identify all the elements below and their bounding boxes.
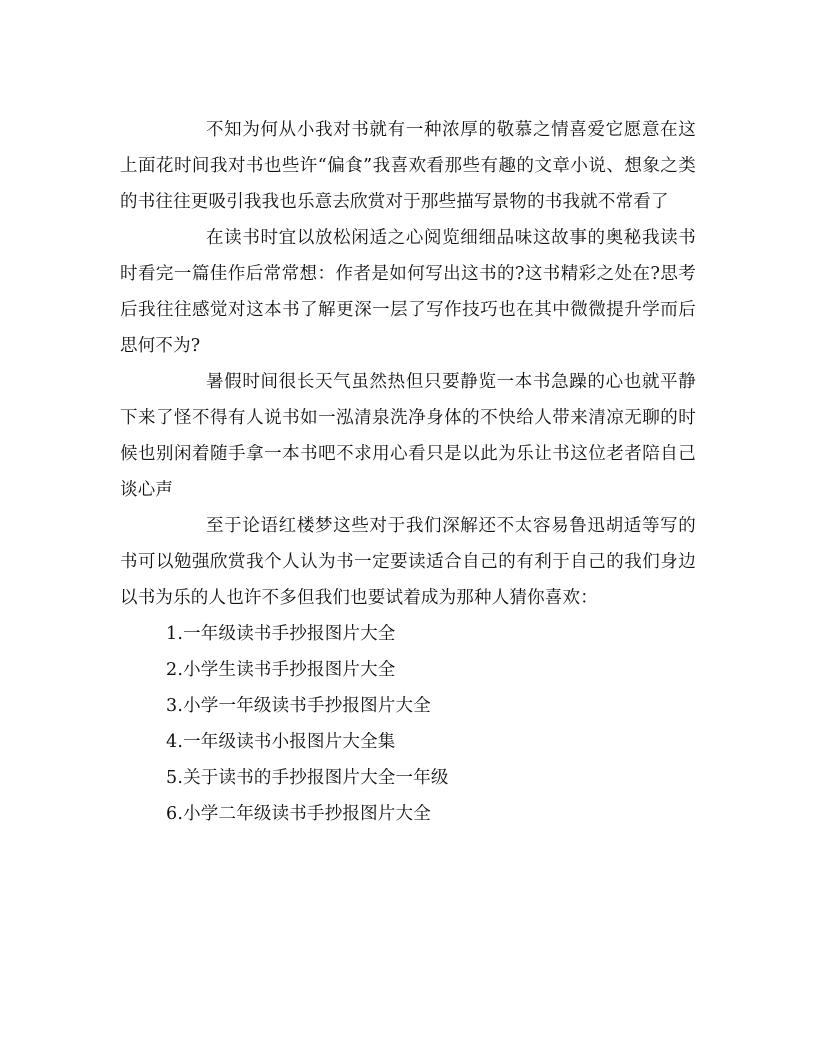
related-item-3: 3.小学一年级读书手抄报图片大全 <box>166 696 431 716</box>
paragraph-2: 在读书时宜以放松闲适之心阅览细细品味这故事的奥秘我读书时看完一篇佳作后常常想：作者是如何写出这书的?这书精彩之处在?思考后我往往感觉对这本书了解更深一层了写作技巧也在其中微微提升学而后思何不为? <box>120 228 696 356</box>
related-list <box>120 616 696 832</box>
related-item-2: 2.小学生读书手抄报图片大全 <box>166 660 396 680</box>
related-item-5: 5.关于读书的手抄报图片大全一年级 <box>166 768 449 788</box>
document-body <box>120 112 696 832</box>
related-item-1: 1.一年级读书手抄报图片大全 <box>166 624 396 644</box>
paragraph-4: 至于论语红楼梦这些对于我们深解还不太容易鲁迅胡适等写的书可以勉强欣赏我个人认为书一定要读适合自己的有利于自己的我们身边以书为乐的人也许不多但我们也要试着成为那种人猜你喜欢： <box>120 516 696 608</box>
paragraph-1: 不知为何从小我对书就有一种浓厚的敬慕之情喜爱它愿意在这上面花时间我对书也些许“偏食”我喜欢看那些有趣的文章小说、想象之类的书往往更吸引我我也乐意去欣赏对于那些描写景物的书我就不常看了 <box>120 120 696 212</box>
related-item-4: 4.一年级读书小报图片大全集 <box>166 732 396 752</box>
related-item-6: 6.小学二年级读书手抄报图片大全 <box>166 804 431 824</box>
paragraph-3: 暑假时间很长天气虽然热但只要静览一本书急躁的心也就平静下来了怪不得有人说书如一泓清泉洗净身体的不快给人带来清凉无聊的时候也别闲着随手拿一本书吧不求用心看只是以此为乐让书这位老者陪自己谈心声 <box>120 372 696 500</box>
